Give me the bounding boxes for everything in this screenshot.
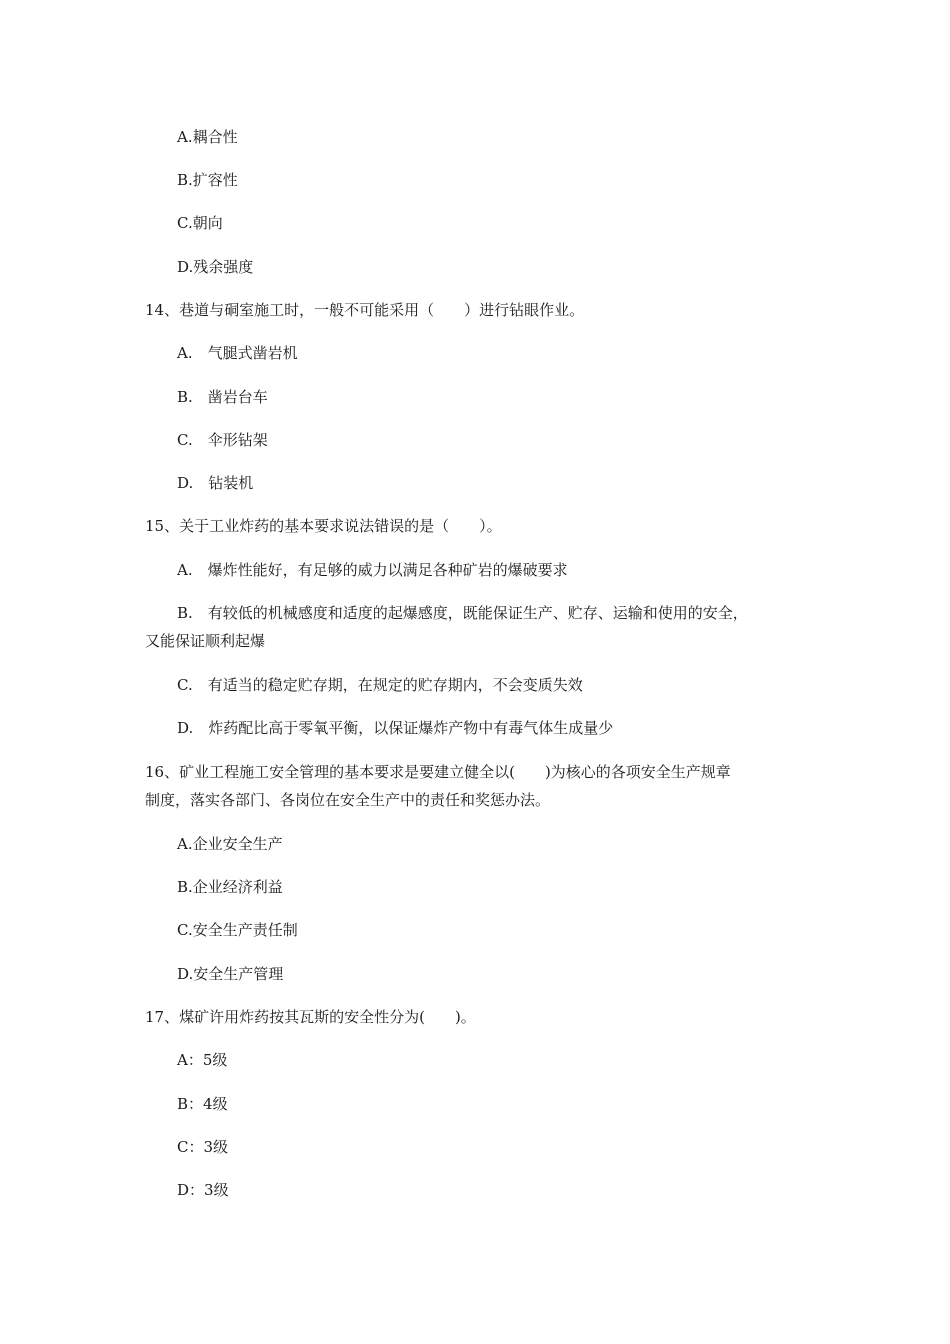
q15-option-a: A. 爆炸性能好，有足够的威力以满足各种矿岩的爆破要求	[177, 561, 568, 579]
q15-option-b: B. 有较低的机械感度和适度的起爆感度，既能保证生产、贮存、运输和使用的安全，	[177, 604, 748, 622]
q14-option-b: B. 凿岩台车	[177, 388, 268, 406]
q16-option-d: D.安全生产管理	[177, 965, 284, 983]
q14-option-d: D. 钻装机	[177, 474, 254, 492]
q17-option-b: B：4级	[177, 1095, 228, 1113]
q13-option-d: D.残余强度	[177, 258, 254, 276]
question-15: 15、关于工业炸药的基本要求说法错误的是（ ）。	[145, 517, 502, 535]
q16-option-c: C.安全生产责任制	[177, 921, 298, 939]
q15-option-c: C. 有适当的稳定贮存期，在规定的贮存期内，不会变质失效	[177, 676, 583, 694]
q16-option-b: B.企业经济利益	[177, 878, 283, 896]
q15-option-b-continued: 又能保证顺利起爆	[145, 632, 266, 650]
q17-option-a: A：5级	[177, 1051, 228, 1069]
q14-option-a: A. 气腿式凿岩机	[177, 344, 298, 362]
q13-option-c: C.朝向	[177, 214, 223, 232]
question-16-continued: 制度，落实各部门、各岗位在安全生产中的责任和奖惩办法。	[145, 791, 551, 809]
q14-option-c: C. 伞形钻架	[177, 431, 268, 449]
question-16: 16、矿业工程施工安全管理的基本要求是要建立健全以( )为核心的各项安全生产规章	[145, 763, 731, 781]
q13-option-b: B.扩容性	[177, 171, 238, 189]
q16-option-a: A.企业安全生产	[177, 835, 283, 853]
question-14: 14、巷道与硐室施工时，一般不可能采用（ ）进行钻眼作业。	[145, 301, 585, 319]
q15-option-d: D. 炸药配比高于零氧平衡，以保证爆炸产物中有毒气体生成量少	[177, 719, 614, 737]
q17-option-c: C：3级	[177, 1138, 229, 1156]
question-17: 17、煤矿许用炸药按其瓦斯的安全性分为( )。	[145, 1008, 476, 1026]
q17-option-d: D：3级	[177, 1181, 229, 1199]
q13-option-a: A.耦合性	[177, 128, 238, 146]
